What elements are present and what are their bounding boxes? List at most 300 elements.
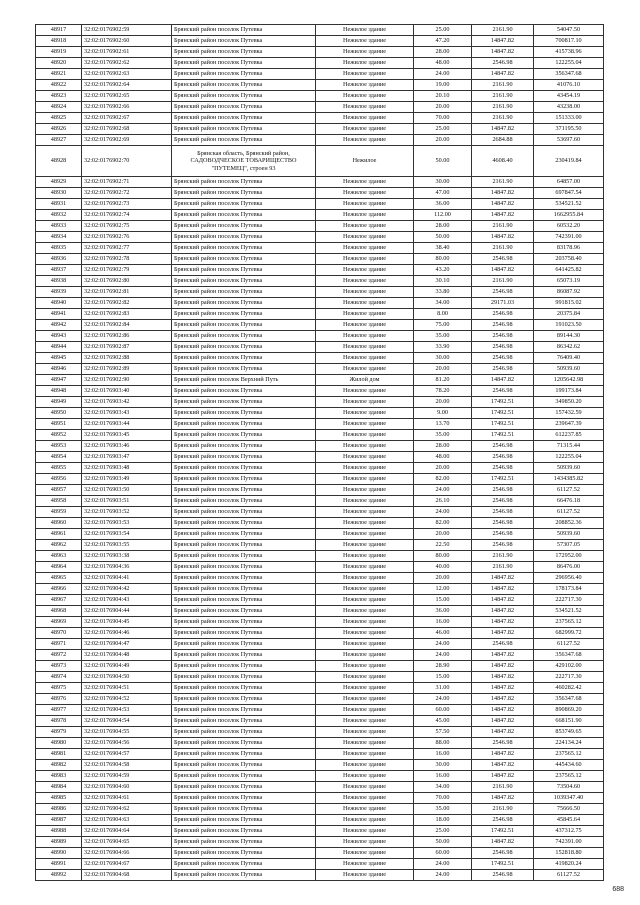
unit-value-cell: 2161.90 (472, 91, 534, 102)
cadastral-number-cell: 32:02:0176904:42 (82, 584, 172, 595)
table-row (36, 188, 604, 199)
area-cell: 33.80 (414, 287, 472, 298)
address-cell: Брянский район поселок Путевка (172, 188, 316, 199)
cadastral-number-cell: 32:02:0176904:49 (82, 661, 172, 672)
row-number-cell: 48947 (36, 375, 82, 386)
area-cell: 15.00 (414, 672, 472, 683)
table-row (36, 177, 604, 188)
address-cell: Брянский район поселок Путевка (172, 430, 316, 441)
row-number-cell: 48987 (36, 815, 82, 826)
cadastral-number-cell: 32:02:0176904:36 (82, 562, 172, 573)
address-cell: Брянский район поселок Путевка (172, 540, 316, 551)
cadastral-value-cell: 43238.00 (534, 102, 604, 113)
unit-value-cell: 14847.82 (472, 232, 534, 243)
cadastral-number-cell: 32:02:0176903:51 (82, 496, 172, 507)
unit-value-cell: 29171.03 (472, 298, 534, 309)
object-type-cell: Нежилое здание (316, 188, 414, 199)
unit-value-cell: 2161.90 (472, 276, 534, 287)
cadastral-value-cell: 371195.50 (534, 124, 604, 135)
cadastral-number-cell: 32:02:0176902:59 (82, 25, 172, 36)
cadastral-value-cell: 157432.59 (534, 408, 604, 419)
cadastral-number-cell: 32:02:0176904:44 (82, 606, 172, 617)
object-type-cell: Нежилое здание (316, 617, 414, 628)
address-cell: Брянский район поселок Путевка (172, 870, 316, 881)
cadastral-number-cell: 32:02:0176904:46 (82, 628, 172, 639)
cadastral-value-cell: 237565.12 (534, 771, 604, 782)
row-number-cell: 48924 (36, 102, 82, 113)
table-row (36, 452, 604, 463)
cadastral-value-cell: 697847.54 (534, 188, 604, 199)
address-cell: Брянский район поселок Путевка (172, 254, 316, 265)
area-cell: 24.00 (414, 694, 472, 705)
address-cell: Брянский район поселок Верхний Путь (172, 375, 316, 386)
address-cell: Брянский район поселок Путевка (172, 617, 316, 628)
object-type-cell: Нежилое здание (316, 672, 414, 683)
address-cell: Брянский район поселок Путевка (172, 58, 316, 69)
table-row (36, 254, 604, 265)
object-type-cell: Нежилое здание (316, 848, 414, 859)
cadastral-value-cell: 86087.92 (534, 287, 604, 298)
object-type-cell: Нежилое здание (316, 507, 414, 518)
row-number-cell: 48953 (36, 441, 82, 452)
table-row (36, 650, 604, 661)
address-cell: Брянский район поселок Путевка (172, 804, 316, 815)
cadastral-number-cell: 32:02:0176904:56 (82, 738, 172, 749)
row-number-cell: 48950 (36, 408, 82, 419)
unit-value-cell: 2546.98 (472, 529, 534, 540)
area-cell: 60.00 (414, 705, 472, 716)
table-row (36, 102, 604, 113)
row-number-cell: 48951 (36, 419, 82, 430)
area-cell: 15.00 (414, 595, 472, 606)
unit-value-cell: 17492.51 (472, 430, 534, 441)
object-type-cell: Нежилое здание (316, 661, 414, 672)
unit-value-cell: 14847.82 (472, 69, 534, 80)
table-row (36, 716, 604, 727)
object-type-cell: Нежилое здание (316, 408, 414, 419)
row-number-cell: 48941 (36, 309, 82, 320)
cadastral-value-cell: 199173.84 (534, 386, 604, 397)
row-number-cell: 48956 (36, 474, 82, 485)
object-type-cell: Нежилое здание (316, 309, 414, 320)
area-cell: 20.00 (414, 397, 472, 408)
area-cell: 36.00 (414, 606, 472, 617)
cadastral-value-cell: 53697.60 (534, 135, 604, 146)
unit-value-cell: 14847.82 (472, 749, 534, 760)
area-cell: 33.90 (414, 342, 472, 353)
row-number-cell: 48930 (36, 188, 82, 199)
object-type-cell: Нежилое здание (316, 69, 414, 80)
area-cell: 20.00 (414, 135, 472, 146)
area-cell: 26.10 (414, 496, 472, 507)
table-row (36, 463, 604, 474)
table-row (36, 727, 604, 738)
area-cell: 25.00 (414, 124, 472, 135)
cadastral-number-cell: 32:02:0176904:59 (82, 771, 172, 782)
object-type-cell: Нежилое здание (316, 859, 414, 870)
area-cell: 20.00 (414, 102, 472, 113)
object-type-cell: Нежилое здание (316, 826, 414, 837)
cadastral-value-cell: 50939.60 (534, 529, 604, 540)
cadastral-value-cell: 853749.65 (534, 727, 604, 738)
cadastral-number-cell: 32:02:0176904:50 (82, 672, 172, 683)
cadastral-number-cell: 32:02:0176904:47 (82, 639, 172, 650)
address-cell: Брянский район поселок Путевка (172, 694, 316, 705)
cadastral-number-cell: 32:02:0176904:61 (82, 793, 172, 804)
address-cell: Брянский район поселок Путевка (172, 573, 316, 584)
cadastral-value-cell: 224134.24 (534, 738, 604, 749)
cadastral-number-cell: 32:02:0176903:42 (82, 397, 172, 408)
cadastral-value-cell: 1662955.84 (534, 210, 604, 221)
table-row (36, 113, 604, 124)
area-cell: 22.50 (414, 540, 472, 551)
table-row (36, 243, 604, 254)
table-row (36, 573, 604, 584)
row-number-cell: 48979 (36, 727, 82, 738)
cadastral-number-cell: 32:02:0176903:53 (82, 518, 172, 529)
object-type-cell: Нежилое здание (316, 342, 414, 353)
row-number-cell: 48991 (36, 859, 82, 870)
object-type-cell: Нежилое здание (316, 397, 414, 408)
unit-value-cell: 2546.98 (472, 254, 534, 265)
unit-value-cell: 2161.90 (472, 804, 534, 815)
cadastral-value-cell: 356347.68 (534, 694, 604, 705)
area-cell: 35.00 (414, 331, 472, 342)
address-cell: Брянский район поселок Путевка (172, 353, 316, 364)
unit-value-cell: 2546.98 (472, 815, 534, 826)
row-number-cell: 48974 (36, 672, 82, 683)
table-row (36, 298, 604, 309)
area-cell: 24.00 (414, 69, 472, 80)
table-row (36, 441, 604, 452)
table-row (36, 683, 604, 694)
area-cell: 82.00 (414, 474, 472, 485)
row-number-cell: 48917 (36, 25, 82, 36)
unit-value-cell: 17492.51 (472, 826, 534, 837)
cadastral-value-cell: 61127.52 (534, 507, 604, 518)
table-row (36, 661, 604, 672)
unit-value-cell: 2161.90 (472, 177, 534, 188)
object-type-cell: Нежилое здание (316, 694, 414, 705)
cadastral-number-cell: 32:02:0176902:73 (82, 199, 172, 210)
cadastral-value-cell: 356347.68 (534, 69, 604, 80)
area-cell: 40.00 (414, 562, 472, 573)
row-number-cell: 48919 (36, 47, 82, 58)
row-number-cell: 48937 (36, 265, 82, 276)
area-cell: 47.00 (414, 188, 472, 199)
table-row (36, 606, 604, 617)
cadastral-value-cell: 64857.00 (534, 177, 604, 188)
unit-value-cell: 14847.82 (472, 188, 534, 199)
row-number-cell: 48925 (36, 113, 82, 124)
table-row (36, 265, 604, 276)
address-cell: Брянский район поселок Путевка (172, 782, 316, 793)
row-number-cell: 48963 (36, 551, 82, 562)
unit-value-cell: 14847.82 (472, 650, 534, 661)
area-cell: 70.00 (414, 793, 472, 804)
cadastral-number-cell: 32:02:0176904:65 (82, 837, 172, 848)
unit-value-cell: 2546.98 (472, 540, 534, 551)
address-cell: Брянский район поселок Путевка (172, 639, 316, 650)
table-row (36, 25, 604, 36)
row-number-cell: 48960 (36, 518, 82, 529)
table-row (36, 584, 604, 595)
row-number-cell: 48922 (36, 80, 82, 91)
row-number-cell: 48989 (36, 837, 82, 848)
unit-value-cell: 14847.82 (472, 672, 534, 683)
unit-value-cell: 14847.82 (472, 124, 534, 135)
object-type-cell: Нежилое здание (316, 639, 414, 650)
area-cell: 9.00 (414, 408, 472, 419)
object-type-cell: Нежилое здание (316, 727, 414, 738)
address-cell: Брянский район поселок Путевка (172, 507, 316, 518)
row-number-cell: 48969 (36, 617, 82, 628)
row-number-cell: 48949 (36, 397, 82, 408)
unit-value-cell: 2546.98 (472, 848, 534, 859)
row-number-cell: 48990 (36, 848, 82, 859)
table-row (36, 331, 604, 342)
area-cell: 78.20 (414, 386, 472, 397)
row-number-cell: 48929 (36, 177, 82, 188)
row-number-cell: 48984 (36, 782, 82, 793)
unit-value-cell: 2546.98 (472, 496, 534, 507)
table-row (36, 738, 604, 749)
area-cell: 75.00 (414, 320, 472, 331)
table-row (36, 826, 604, 837)
address-cell: Брянский район поселок Путевка (172, 386, 316, 397)
table-row (36, 210, 604, 221)
cadastral-value-cell: 57307.05 (534, 540, 604, 551)
unit-value-cell: 14847.82 (472, 760, 534, 771)
object-type-cell: Нежилое здание (316, 353, 414, 364)
address-cell: Брянский район поселок Путевка (172, 837, 316, 848)
cadastral-value-cell: 1434385.82 (534, 474, 604, 485)
row-number-cell: 48978 (36, 716, 82, 727)
table-row (36, 562, 604, 573)
cadastral-number-cell: 32:02:0176902:83 (82, 309, 172, 320)
row-number-cell: 48986 (36, 804, 82, 815)
area-cell: 8.00 (414, 309, 472, 320)
address-cell: Брянский район поселок Путевка (172, 463, 316, 474)
unit-value-cell: 2546.98 (472, 518, 534, 529)
area-cell: 80.00 (414, 551, 472, 562)
cadastral-value-cell: 61127.52 (534, 639, 604, 650)
object-type-cell: Нежилое здание (316, 463, 414, 474)
area-cell: 70.00 (414, 113, 472, 124)
table-body (36, 25, 604, 881)
unit-value-cell: 2161.90 (472, 782, 534, 793)
area-cell: 30.00 (414, 353, 472, 364)
row-number-cell: 48946 (36, 364, 82, 375)
address-cell: Брянский район поселок Путевка (172, 36, 316, 47)
row-number-cell: 48936 (36, 254, 82, 265)
object-type-cell: Нежилое здание (316, 102, 414, 113)
area-cell: 20.10 (414, 91, 472, 102)
row-number-cell: 48988 (36, 826, 82, 837)
object-type-cell: Нежилое здание (316, 113, 414, 124)
cadastral-number-cell: 32:02:0176903:38 (82, 551, 172, 562)
object-type-cell: Нежилое здание (316, 870, 414, 881)
unit-value-cell: 2684.88 (472, 135, 534, 146)
row-number-cell: 48976 (36, 694, 82, 705)
address-cell: Брянский район поселок Путевка (172, 419, 316, 430)
unit-value-cell: 14847.82 (472, 661, 534, 672)
unit-value-cell: 17492.51 (472, 419, 534, 430)
table-row (36, 859, 604, 870)
address-cell: Брянский район поселок Путевка (172, 760, 316, 771)
address-cell: Брянский район поселок Путевка (172, 265, 316, 276)
cadastral-number-cell: 32:02:0176903:45 (82, 430, 172, 441)
unit-value-cell: 14847.82 (472, 47, 534, 58)
cadastral-number-cell: 32:02:0176903:43 (82, 408, 172, 419)
address-cell: Брянский район поселок Путевка (172, 705, 316, 716)
address-cell: Брянский район поселок Путевка (172, 793, 316, 804)
row-number-cell: 48968 (36, 606, 82, 617)
table-row (36, 232, 604, 243)
address-cell: Брянский район поселок Путевка (172, 124, 316, 135)
cadastral-value-cell: 178173.84 (534, 584, 604, 595)
table-row (36, 749, 604, 760)
cadastral-number-cell: 32:02:0176903:50 (82, 485, 172, 496)
object-type-cell: Нежилое здание (316, 135, 414, 146)
cadastral-value-cell: 668151.90 (534, 716, 604, 727)
cadastral-value-cell: 43454.19 (534, 91, 604, 102)
row-number-cell: 48921 (36, 69, 82, 80)
cadastral-value-cell: 122255.04 (534, 452, 604, 463)
cadastral-value-cell: 172952.00 (534, 551, 604, 562)
area-cell: 30.10 (414, 276, 472, 287)
object-type-cell: Нежилое здание (316, 815, 414, 826)
table-row (36, 36, 604, 47)
cadastral-value-cell: 296956.40 (534, 573, 604, 584)
row-number-cell: 48918 (36, 36, 82, 47)
unit-value-cell: 14847.82 (472, 199, 534, 210)
cadastral-value-cell: 71315.44 (534, 441, 604, 452)
table-row (36, 276, 604, 287)
cadastral-value-cell: 429102.00 (534, 661, 604, 672)
row-number-cell: 48977 (36, 705, 82, 716)
row-number-cell: 48932 (36, 210, 82, 221)
table-row (36, 496, 604, 507)
area-cell: 31.00 (414, 683, 472, 694)
page-number: 688 (612, 886, 624, 893)
cadastral-number-cell: 32:02:0176904:53 (82, 705, 172, 716)
object-type-cell: Нежилое здание (316, 124, 414, 135)
address-cell: Брянский район поселок Путевка (172, 529, 316, 540)
cadastral-number-cell: 32:02:0176902:66 (82, 102, 172, 113)
unit-value-cell: 2546.98 (472, 870, 534, 881)
table-row (36, 705, 604, 716)
cadastral-number-cell: 32:02:0176903:49 (82, 474, 172, 485)
area-cell: 36.00 (414, 199, 472, 210)
unit-value-cell: 14847.82 (472, 837, 534, 848)
unit-value-cell: 14847.82 (472, 595, 534, 606)
object-type-cell: Нежилое здание (316, 177, 414, 188)
address-cell: Брянский район поселок Путевка (172, 113, 316, 124)
object-type-cell: Нежилое здание (316, 364, 414, 375)
object-type-cell: Нежилое здание (316, 837, 414, 848)
cadastral-number-cell: 32:02:0176902:80 (82, 276, 172, 287)
area-cell: 28.00 (414, 441, 472, 452)
object-type-cell: Жилой дом (316, 375, 414, 386)
cadastral-number-cell: 32:02:0176902:86 (82, 331, 172, 342)
unit-value-cell: 14847.82 (472, 617, 534, 628)
cadastral-number-cell: 32:02:0176904:60 (82, 782, 172, 793)
area-cell: 35.00 (414, 804, 472, 815)
address-cell: Брянский район поселок Путевка (172, 397, 316, 408)
unit-value-cell: 2546.98 (472, 342, 534, 353)
area-cell: 20.00 (414, 463, 472, 474)
unit-value-cell: 2546.98 (472, 463, 534, 474)
cadastral-value-cell: 356347.68 (534, 650, 604, 661)
area-cell: 47.20 (414, 36, 472, 47)
row-number-cell: 48934 (36, 232, 82, 243)
table-row (36, 146, 604, 177)
address-cell: Брянский район поселок Путевка (172, 309, 316, 320)
row-number-cell: 48923 (36, 91, 82, 102)
cadastral-number-cell: 32:02:0176904:63 (82, 815, 172, 826)
cadastral-value-cell: 61127.52 (534, 485, 604, 496)
row-number-cell: 48920 (36, 58, 82, 69)
address-cell: Брянский район поселок Путевка (172, 221, 316, 232)
table-row (36, 837, 604, 848)
row-number-cell: 48926 (36, 124, 82, 135)
cadastral-number-cell: 32:02:0176904:66 (82, 848, 172, 859)
cadastral-number-cell: 32:02:0176904:43 (82, 595, 172, 606)
address-cell: Брянский район поселок Путевка (172, 815, 316, 826)
address-cell: Брянский район поселок Путевка (172, 25, 316, 36)
object-type-cell: Нежилое здание (316, 47, 414, 58)
row-number-cell: 48973 (36, 661, 82, 672)
table-row (36, 386, 604, 397)
cadastral-number-cell: 32:02:0176902:82 (82, 298, 172, 309)
object-type-cell: Нежилое здание (316, 80, 414, 91)
unit-value-cell: 2546.98 (472, 331, 534, 342)
table-row (36, 551, 604, 562)
row-number-cell: 48957 (36, 485, 82, 496)
address-cell: Брянский район поселок Путевка (172, 738, 316, 749)
area-cell: 50.00 (414, 146, 472, 177)
object-type-cell: Нежилое здание (316, 25, 414, 36)
unit-value-cell: 14847.82 (472, 210, 534, 221)
address-cell: Брянский район поселок Путевка (172, 408, 316, 419)
area-cell: 19.00 (414, 80, 472, 91)
object-type-cell: Нежилое здание (316, 716, 414, 727)
address-cell: Брянский район поселок Путевка (172, 342, 316, 353)
area-cell: 50.00 (414, 232, 472, 243)
table-row (36, 397, 604, 408)
cadastral-number-cell: 32:02:0176902:78 (82, 254, 172, 265)
cadastral-number-cell: 32:02:0176904:54 (82, 716, 172, 727)
object-type-cell: Нежилое здание (316, 584, 414, 595)
object-type-cell: Нежилое здание (316, 210, 414, 221)
cadastral-number-cell: 32:02:0176902:63 (82, 69, 172, 80)
address-cell: Брянский район поселок Путевка (172, 91, 316, 102)
table-row (36, 672, 604, 683)
area-cell: 35.00 (414, 430, 472, 441)
cadastral-number-cell: 32:02:0176902:84 (82, 320, 172, 331)
table-row (36, 628, 604, 639)
row-number-cell: 48928 (36, 146, 82, 177)
unit-value-cell: 14847.82 (472, 771, 534, 782)
object-type-cell: Нежилое здание (316, 705, 414, 716)
cadastral-number-cell: 32:02:0176903:40 (82, 386, 172, 397)
table-row (36, 58, 604, 69)
row-number-cell: 48948 (36, 386, 82, 397)
address-cell: Брянский район поселок Путевка (172, 298, 316, 309)
cadastral-value-cell: 239647.39 (534, 419, 604, 430)
area-cell: 28.90 (414, 661, 472, 672)
